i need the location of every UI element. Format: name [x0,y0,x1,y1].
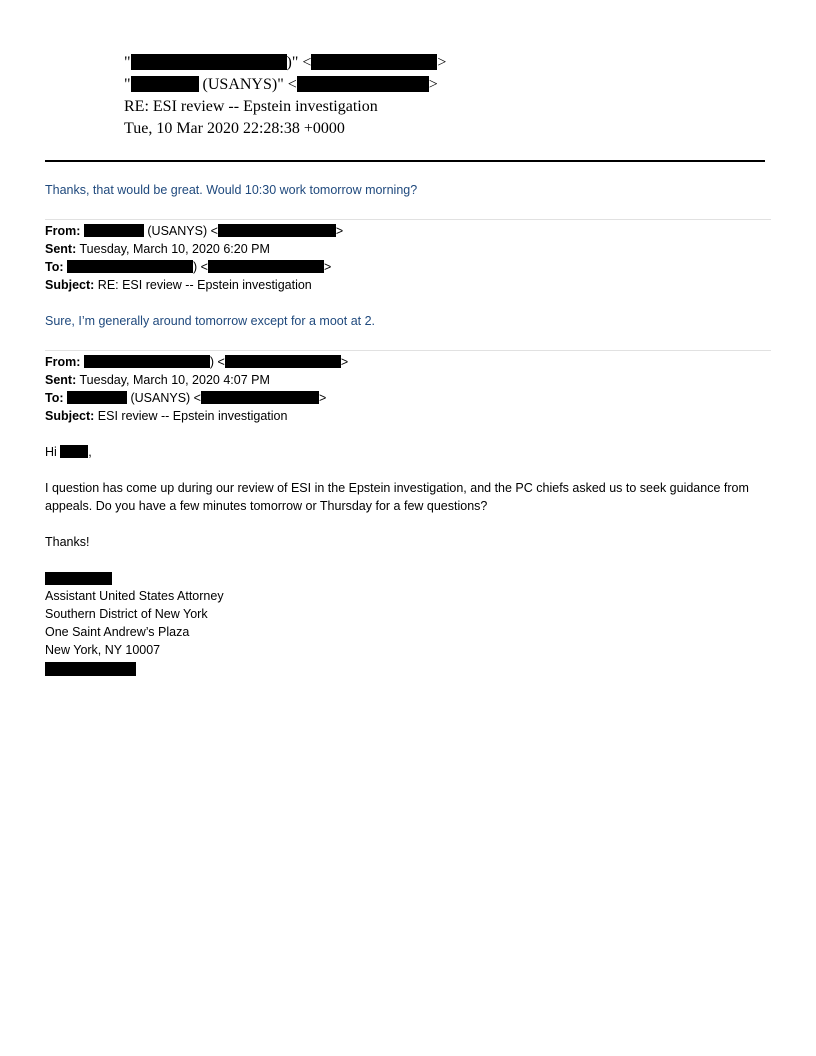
header-subject-value: RE: ESI review -- Epstein investigation [124,98,378,115]
signature-name-redaction [45,572,112,585]
reply-body: Thanks, that would be great. Would 10:30 work tomorrow morning? [45,183,418,197]
signature-address-line2: New York, NY 10007 [45,643,161,657]
redaction [67,391,127,404]
header-from-value: " )" < > [124,54,447,71]
signature-phone-redaction [45,662,136,676]
header-divider [45,160,765,162]
redaction [201,391,319,404]
redaction [218,224,336,237]
msg3-from: From: ) < > [45,355,349,369]
redaction [131,76,199,92]
header-to-value: " (USANYS)" < > [124,76,438,93]
signature-title: Assistant United States Attorney [45,589,224,603]
msg2-sent: Sent: Tuesday, March 10, 2020 6:20 PM [45,242,270,256]
msg3-body: I question has come up during our review of ESI in the Epstein investigation, and the PC chiefs asked us to seek guidance from appeals. Do you have a few minutes tomorrow or Thursday for a few questions? [45,481,749,513]
redaction [84,224,144,237]
msg3-sent: Sent: Tuesday, March 10, 2020 4:07 PM [45,373,270,387]
msg3-to: To: (USANYS) < > [45,391,327,405]
msg2-from: From: (USANYS) < > [45,224,344,238]
signature-office: Southern District of New York [45,607,208,621]
msg2-body: Sure, I’m generally around tomorrow except for a moot at 2. [45,314,376,328]
message-separator [45,350,771,351]
redaction [225,355,341,368]
msg3-greeting: Hi , [45,445,92,459]
msg2-to: To: ) < > [45,260,332,274]
header-date-value: Tue, 10 Mar 2020 22:28:38 +0000 [124,120,345,137]
redaction [67,260,193,273]
redaction [84,355,210,368]
redaction [131,54,287,70]
message-separator [45,219,771,220]
redaction [208,260,324,273]
msg2-subject: Subject: RE: ESI review -- Epstein investigation [45,278,312,292]
redaction [297,76,429,92]
redaction [60,445,88,458]
msg3-thanks: Thanks! [45,535,90,549]
signature-address-line1: One Saint Andrew’s Plaza [45,625,190,639]
msg3-subject: Subject: ESI review -- Epstein investigation [45,409,288,423]
redaction [311,54,437,70]
